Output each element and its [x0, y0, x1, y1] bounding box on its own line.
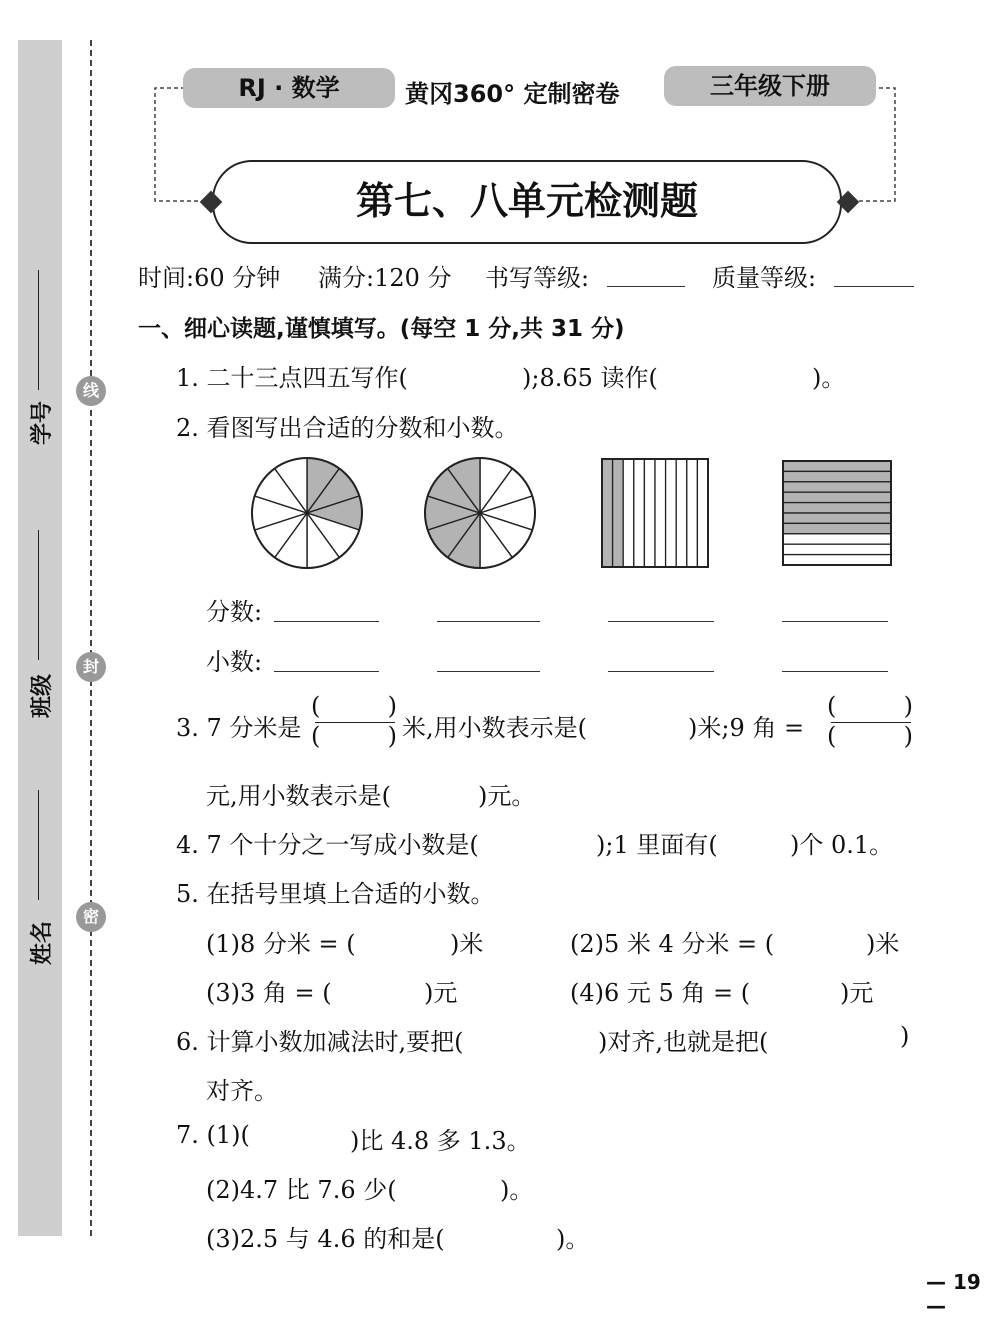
q7-2-answer[interactable] — [412, 1174, 500, 1202]
horizontal-strip — [783, 492, 891, 502]
q4-part-a: 4. 7 个十分之一写成小数是( — [176, 831, 479, 859]
q6-part-b: )对齐,也就是把( — [598, 1028, 769, 1056]
figure-circle-2 — [425, 458, 535, 568]
q5-3-answer[interactable] — [336, 977, 424, 1005]
section-heading: 一、细心读题,谨慎填写。(每空 1 分,共 31 分) — [138, 316, 625, 342]
q7-1-b: )比 4.8 多 1.3。 — [350, 1127, 531, 1155]
decimal-blank-1[interactable] — [274, 671, 379, 672]
class-label: 班级 — [30, 673, 55, 718]
fraction-blank-3[interactable] — [608, 621, 714, 622]
q2-figures — [240, 450, 920, 580]
subject-pill: RJ · 数学 — [183, 68, 395, 108]
fraction-blank-4[interactable] — [782, 621, 888, 622]
vertical-strip — [666, 459, 677, 567]
q3-part-c: )米;9 角 = — [688, 714, 805, 742]
horizontal-strip — [783, 534, 891, 544]
q5-4-b: )元 — [840, 979, 874, 1007]
vertical-strip — [623, 459, 634, 567]
q5-3-a: (3)3 角 = ( — [206, 979, 332, 1007]
vertical-strip — [697, 459, 708, 567]
q1-part-c: )。 — [812, 364, 846, 392]
fraction-bar — [831, 722, 911, 723]
q5-2-b: )米 — [866, 930, 900, 958]
vertical-strip — [613, 459, 624, 567]
q5-2-a: (2)5 米 4 分米 = ( — [570, 930, 775, 958]
q3-part-d: 元,用小数表示是( — [206, 782, 391, 810]
vertical-strip — [644, 459, 655, 567]
vertical-strip — [676, 459, 687, 567]
vertical-strip — [655, 459, 666, 567]
decimal-blank-2[interactable] — [437, 671, 540, 672]
horizontal-strip — [783, 471, 891, 481]
paren-close: ) — [903, 692, 913, 720]
seal-seal-mark: 封 — [76, 652, 106, 682]
q7-3-b: )。 — [556, 1225, 590, 1253]
paren-close: ) — [387, 722, 397, 750]
writing-grade-blank[interactable] — [607, 286, 685, 287]
paren-open: ( — [827, 692, 837, 720]
q1-part-a: 1. 二十三点四五写作( — [176, 364, 408, 392]
q1-answer-1[interactable] — [425, 362, 520, 390]
quality-grade-blank[interactable] — [834, 286, 914, 287]
q3-part-e: )元。 — [478, 782, 536, 810]
horizontal-strip — [783, 513, 891, 523]
q7-2-a: (2)4.7 比 7.6 少( — [206, 1176, 397, 1204]
q7-3-a: (3)2.5 与 4.6 的和是( — [206, 1225, 445, 1253]
class-blank[interactable] — [38, 530, 39, 660]
figure-horizontal-strips — [783, 461, 891, 565]
horizontal-strip — [783, 503, 891, 513]
q3-part-a: 3. 7 分米是 — [176, 714, 302, 742]
vertical-strip — [634, 459, 645, 567]
q5-1-b: )米 — [450, 930, 484, 958]
q5-text: 5. 在括号里填上合适的小数。 — [176, 880, 495, 908]
q6-answer-1[interactable] — [505, 1026, 597, 1054]
decimal-label: 小数: — [206, 648, 263, 676]
q4-answer-1[interactable] — [502, 829, 594, 857]
q2-text: 2. 看图写出合适的分数和小数。 — [176, 414, 519, 442]
q6-part-a: 6. 计算小数加减法时,要把( — [176, 1028, 464, 1056]
figure-circle-1 — [252, 458, 362, 568]
vertical-strip — [687, 459, 698, 567]
q1-answer-2[interactable] — [668, 362, 808, 390]
page-number: — 19 — — [926, 1270, 981, 1318]
paren-close: ) — [903, 722, 913, 750]
fraction-blank-2[interactable] — [437, 621, 540, 622]
q5-4-answer[interactable] — [752, 977, 840, 1005]
paren-close: ) — [387, 692, 397, 720]
binding-sidebar — [18, 40, 62, 1236]
fraction-bar — [315, 722, 395, 723]
grade-pill: 三年级下册 — [664, 66, 876, 106]
q3-fraction-2[interactable] — [827, 692, 915, 754]
q3-answer-1[interactable] — [625, 712, 685, 740]
fraction-blank-1[interactable] — [274, 621, 379, 622]
q6-part-d: 对齐。 — [206, 1077, 278, 1105]
q4-part-c: )个 0.1。 — [790, 831, 894, 859]
decimal-blank-4[interactable] — [782, 671, 888, 672]
name-blank[interactable] — [38, 790, 39, 900]
q5-4-a: (4)6 元 5 角 = ( — [570, 979, 751, 1007]
q5-1-answer[interactable] — [362, 928, 450, 956]
q7-2-b: )。 — [500, 1176, 534, 1204]
q5-1-a: (1)8 分米 = ( — [206, 930, 356, 958]
page-title: 第七、八单元检测题 — [355, 178, 698, 223]
paren-open: ( — [827, 722, 837, 750]
vertical-strip — [602, 459, 613, 567]
q7-1-a: 7. (1)( — [176, 1121, 250, 1149]
q7-3-answer[interactable] — [470, 1223, 554, 1251]
q6-answer-2[interactable] — [808, 1026, 900, 1054]
horizontal-strip — [783, 544, 891, 554]
q6-part-c: ) — [900, 1022, 910, 1050]
name-label: 姓名 — [30, 920, 55, 965]
seal-secret-mark: 密 — [76, 902, 106, 932]
horizontal-strip — [783, 555, 891, 565]
writing-grade-label: 书写等级: — [485, 264, 590, 292]
binding-dashed-line — [90, 40, 92, 1236]
student-id-blank[interactable] — [38, 270, 39, 390]
q5-3-b: )元 — [424, 979, 458, 1007]
q4-answer-2[interactable] — [730, 829, 788, 857]
fraction-label: 分数: — [206, 598, 263, 626]
paren-open: ( — [311, 692, 321, 720]
decimal-blank-3[interactable] — [608, 671, 714, 672]
series-title: 黄冈360° 定制密卷 — [405, 80, 620, 108]
time-info: 时间:60 分钟 — [138, 264, 281, 292]
full-score-info: 满分:120 分 — [318, 264, 452, 292]
paren-open: ( — [311, 722, 321, 750]
q5-2-answer[interactable] — [778, 928, 866, 956]
q3-answer-2[interactable] — [418, 780, 478, 808]
figure-vertical-strips — [602, 459, 708, 567]
q7-1-answer[interactable] — [266, 1125, 350, 1153]
student-id-label: 学号 — [30, 400, 55, 445]
q3-part-b: 米,用小数表示是( — [402, 714, 587, 742]
seal-line-mark: 线 — [76, 376, 106, 406]
q3-fraction-1[interactable] — [311, 692, 399, 754]
horizontal-strip — [783, 482, 891, 492]
quality-grade-label: 质量等级: — [712, 264, 817, 292]
horizontal-strip — [783, 523, 891, 533]
q1-part-b: );8.65 读作( — [522, 364, 658, 392]
horizontal-strip — [783, 461, 891, 471]
q4-part-b: );1 里面有( — [596, 831, 718, 859]
